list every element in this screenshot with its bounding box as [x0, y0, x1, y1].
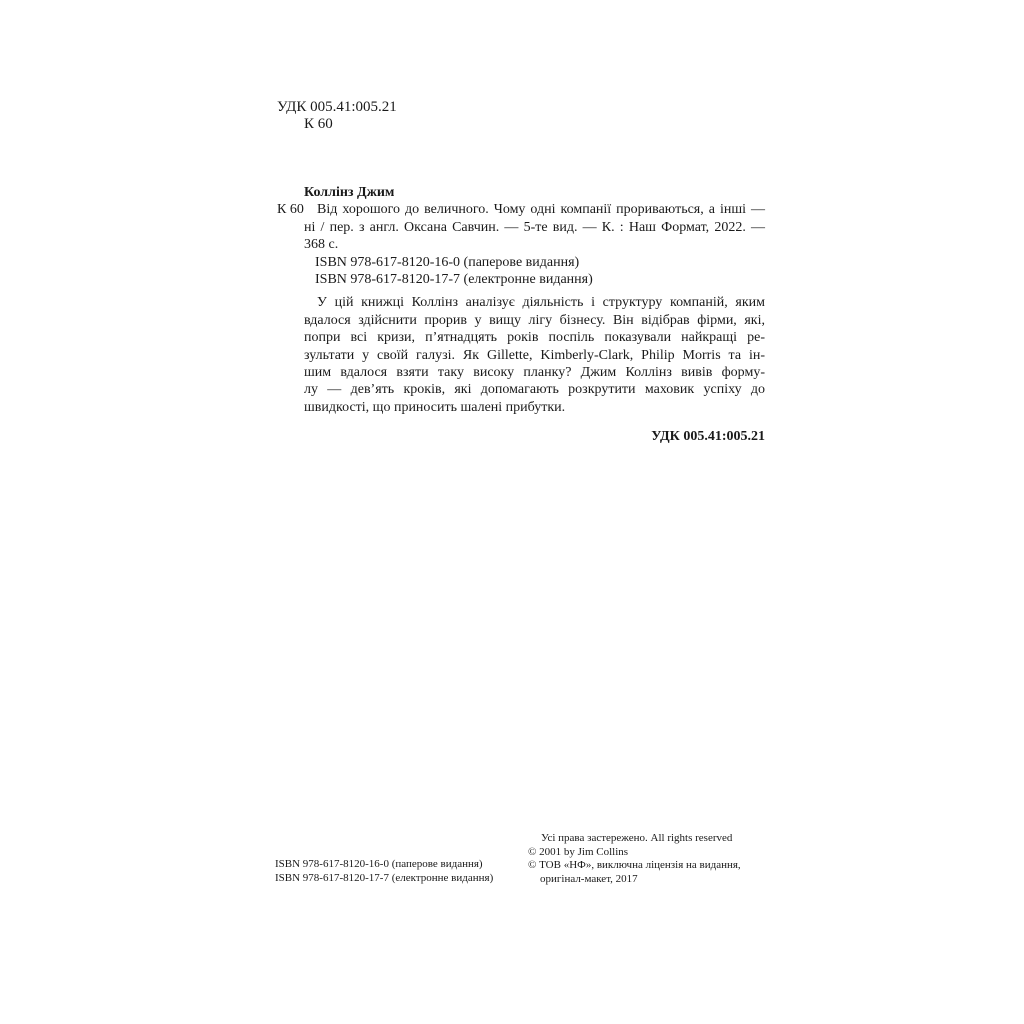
footer-isbn-paper: ISBN 978-617-8120-16-0 (паперове видання) — [275, 858, 483, 870]
isbn-electronic: ISBN 978-617-8120-17-7 (електронне видання) — [315, 272, 593, 288]
rights-reserved-line: Усі права застережено. All rights reserved — [541, 832, 733, 844]
udc-code: УДК 005.41:005.21 — [277, 99, 397, 115]
annotation-paragraph — [304, 294, 765, 416]
copyright-block — [528, 832, 741, 886]
isbn-paper: ISBN 978-617-8120-16-0 (паперове видання) — [315, 254, 580, 270]
footer-isbn-electronic: ISBN 978-617-8120-17-7 (електронне видання) — [275, 871, 494, 884]
copyright-publisher-continuation: оригінал-макет, 2017 — [540, 872, 638, 885]
cutter-label: К 60 — [277, 202, 304, 218]
udc-header-block — [277, 99, 397, 132]
text-line: зультати у своїй галузі. Як Gillette, Kimberly-Clark, Philip Morris та ін- — [304, 347, 765, 363]
copyright-publisher-line: © ТОВ «НФ», виключна ліцензія на видання, — [528, 859, 741, 871]
text-line: вдалося здійснити прорив у вищу лігу бізнесу. Він відібрав фірми, які, — [304, 312, 765, 328]
text-line: попри всі кризи, п’ятнадцять років поспіль показували найкращі ре- — [304, 330, 765, 346]
udc-footer-code: УДК 005.41:005.21 — [651, 429, 765, 445]
author-name: Коллінз Джим — [304, 185, 395, 200]
copyright-author-line: © 2001 by Jim Collins — [528, 845, 629, 858]
bibliographic-entry — [277, 201, 765, 253]
text-line: шим вдалося взяти таку високу планку? Джим Коллінз вивів форму- — [304, 365, 765, 381]
text-line: ні / пер. з англ. Оксана Савчин. — 5-те вид. — К. : Наш Формат, 2022. — — [304, 219, 765, 235]
cataloging-card — [277, 184, 765, 446]
text-line: 368 с. — [304, 237, 339, 253]
text-line: Від хорошого до величного. Чому одні компанії прориваються, а інші — — [317, 202, 765, 218]
cutter-code: К 60 — [304, 115, 333, 132]
text-line: швидкості, що приносить шалені прибутки. — [304, 399, 566, 415]
footer-isbn-block — [275, 858, 493, 885]
text-line: лу — дев’ять кроків, які допомагають розкрутити маховик успіху до — [304, 382, 765, 398]
bibliographic-description — [304, 201, 765, 253]
text-line: У цій книжці Коллінз аналізує діяльність і структуру компаній, яким — [317, 295, 765, 311]
